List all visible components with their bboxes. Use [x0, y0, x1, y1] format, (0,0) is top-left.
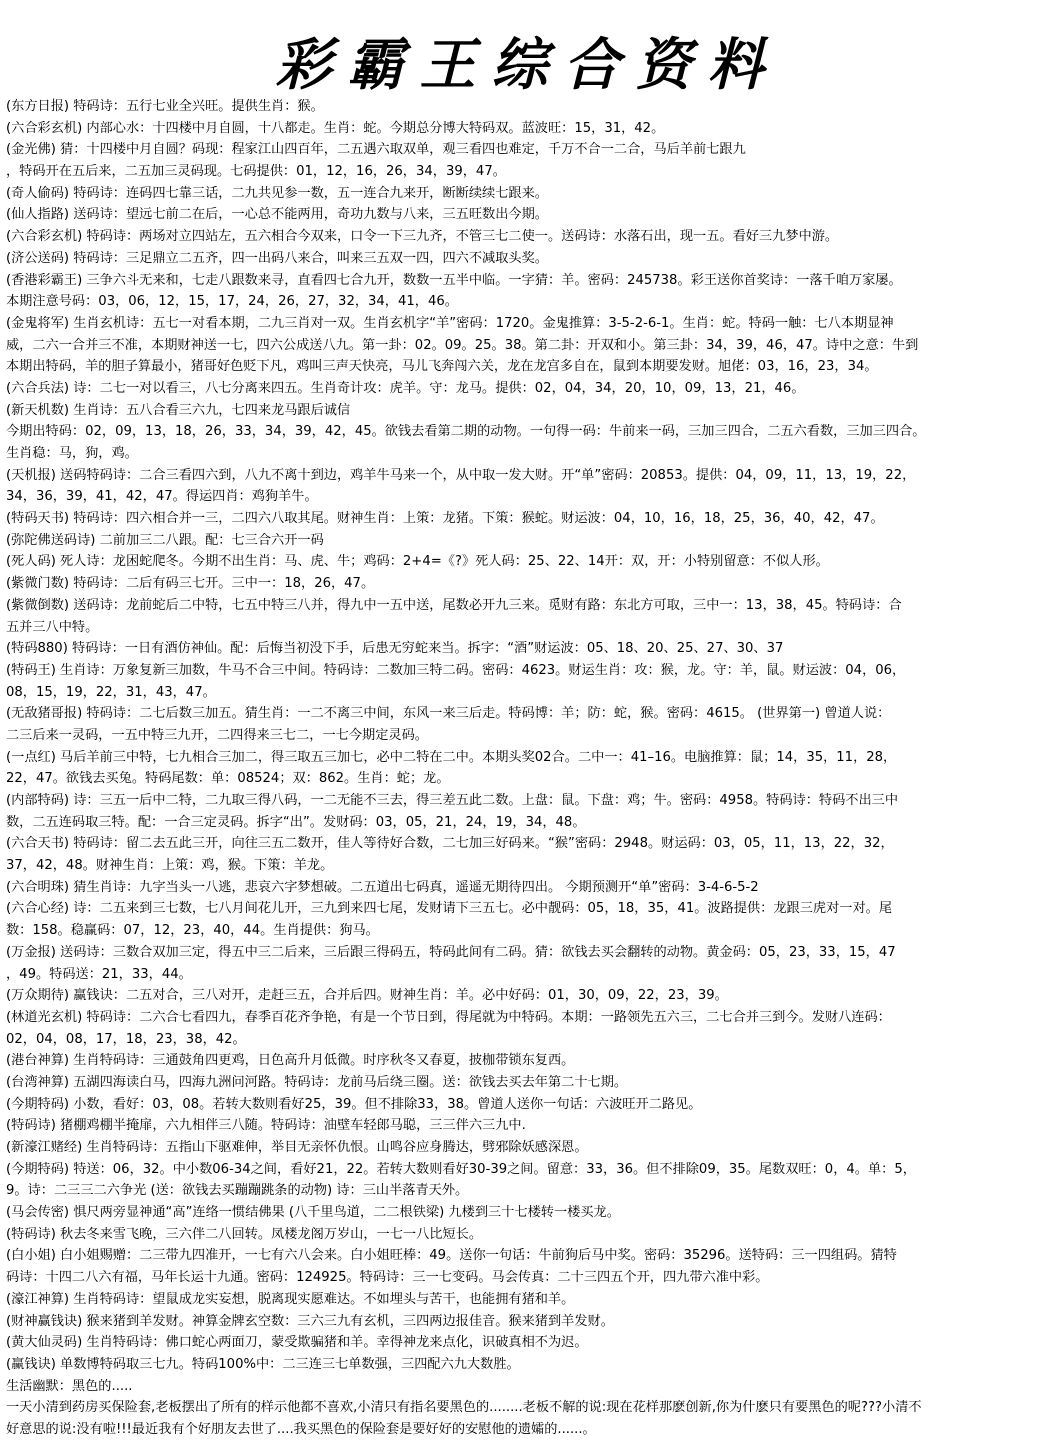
- text-line: (白小姐) 白小姐赐赠：二三带九四准开，一七有六八会来。白小姐旺棒：49。送你一句话：牛前狗后马中奖。密码：35296。送特码：三一四组码。猜特: [6, 1248, 897, 1264]
- text-line: (金鬼将军) 生肖玄机诗：五七一对看本期，二九三肖对一双。生肖玄机字“羊”密码：1720。金鬼推算：3-5-2-6-1。生肖：蛇。特码一触：七八本期显神: [6, 315, 894, 331]
- page-title: 彩霸王综合资料: [275, 32, 780, 98]
- text-line: (弥陀佛送码诗) 二前加三二八跟。配：七三合六开一码: [6, 532, 324, 548]
- text-line: (万众期待) 赢钱诀：二五对合，三八对开，走赶三五，合并后四。财神生肖：羊。必中好码：01，30，09，22，23，39。: [6, 988, 728, 1004]
- text-line: 码诗：十四二八六有福，马年长运十九通。密码：124925。特码诗：三一七变码。马会传真：二十三四五个开，四九带六准中彩。: [6, 1270, 769, 1286]
- text-line: 生活幽默：黑色的.....: [6, 1378, 133, 1394]
- text-line: 34，36，39，41，42，47。得运四肖：鸡狗羊牛。: [6, 489, 318, 505]
- text-line: (死人码) 死人诗：龙困蛇爬冬。今期不出生肖：马、虎、牛；鸡码：2+4=《?》死人码：25、22、14开：双，开：小特别留意：不似人形。: [6, 554, 829, 570]
- text-line: 9。诗：二三三二六争光 (送：欲钱去买蹦蹦跳条的动物) 诗：三山半落青天外。: [6, 1183, 469, 1199]
- text-line: 22，47。欲钱去买兔。特码尾数：单：08524；双：862。生肖：蛇；龙。: [6, 771, 450, 787]
- text-line: 五并三八中特。: [6, 619, 99, 635]
- document-body: [6, 96, 1046, 1441]
- text-line: (林道光玄机) 特码诗：二六合七看四九，春季百花齐争艳，有是一个节日到，得尾就为中特码。本期：一路领先五六三，二七合并三到今。发财八连码：: [6, 1009, 891, 1025]
- text-line: 生肖稳：马，狗，鸡。: [6, 446, 138, 461]
- text-line: (六合心经) 诗：二五来到三七数，七八月间花儿开，三九到来四七尾，发财请下三五七。必中靓码：05，18，35，41。波路提供：龙跟三虎对一对。尾: [6, 901, 893, 917]
- text-line: (天机报) 送码特码诗：二合三看四六到，八九不离十到边，鸡羊牛马来一个，从中取一发大财。开“单”密码：20853。提供：04，09，11，13，19，22，: [6, 467, 916, 483]
- text-line: 数，二五连码取三特。配：一合三定灵码。拆字“出”。发财码：03，05，21，24，19，34，48。: [6, 814, 586, 830]
- text-line: (马会传密) 惧尺两旁显神通“高”连络一惯结佛果 (八千里鸟道，二二根铁梁) 九楼到三十七楼转一楼买龙。: [6, 1205, 620, 1221]
- text-line: 08，15，19，22，31，43，47。: [6, 684, 216, 700]
- text-line: (台湾神算) 五湖四海读白马，四海九洲问河路。特码诗：龙前马后绕三圈。送：欲钱去买去年第二十七期。: [6, 1074, 628, 1090]
- text-line: ，49。特码送：21，33，44。: [6, 966, 192, 982]
- text-line: (紫微倒数) 送码诗：龙前蛇后二中特，七五中特三八并，得九中一五中送，尾数必开九三来。觅财有路：东北方可取，三中一：13，38，45。特码诗：合: [6, 597, 902, 613]
- text-line: (特码诗) 秋去冬来雪飞晚，三六伴二八回转。凤楼龙阁万岁山，一七一八比短长。: [6, 1226, 483, 1242]
- text-line: 一天小清到药房买保险套,老板摆出了所有的样示他都不喜欢,小清只有指名要黑色的........老板不解的说:现在花样那麽创新,你为什麽只有要黑色的呢???小清不: [6, 1400, 922, 1416]
- text-line: (新天机数) 生肖诗：五八合看三六九，七四来龙马跟后诚信: [6, 402, 351, 418]
- text-line: 02，04，08，17，18，23，38，42。: [6, 1031, 246, 1047]
- text-line: (新濠江赌经) 生肖特码诗：五指山下驱难伸，举目无亲怀仇恨。山鸣谷应身腾达，劈邪除妖感深恩。: [6, 1140, 588, 1155]
- text-line: (今期特码) 特送：06，32。中小数06-34之间，看好21，22。若转大数则看好30-39之间。留意：33，36。但不排除09，35。尾数双旺：0，4。单：5，: [6, 1161, 916, 1177]
- text-line: 今期出特码：02，09，13，18，26，33，34，39，42，45。欲钱去看第二期的动物。一句得一码：牛前来一码，三加三四合，二五六看数，三加三四合。: [6, 424, 926, 440]
- text-line: 好意思的说:没有啦!!!最近我有个好朋友去世了....我买黑色的保险套是要好好的安慰他的遗孀的......。: [6, 1421, 596, 1437]
- text-line: (一点红) 马后羊前三中特，七九相合三加二，得三取五三加七，必中二特在二中。本期头奖02合。二中一：41–16。电脑推算：鼠；14，35，11，28，: [6, 749, 897, 765]
- text-line: (仙人指路) 送码诗：望远七前二在后，一心总不能两用，奇功九数与八来，三五旺数出今期。: [6, 207, 548, 223]
- text-line: (赢钱诀) 单数博特码取三七九。特码100%中：二三连三七单数强，三四配六九大数胜。: [6, 1356, 520, 1372]
- text-line: (特码天书) 特码诗：四六相合并一三，二四六八取其尾。财神生肖：上策：龙猪。下策：猴蛇。财运波：04，10，16，18，25，36，40，42，47。: [6, 511, 884, 527]
- blank-footer-area: [0, 1304, 1055, 1388]
- text-line: (内部特码) 诗：三五一后中二特，二九取三得八码，一二无能不三去，得三差五此二数。上盘：鼠。下盘：鸡；牛。密码：4958。特码诗：特码不出三中: [6, 793, 899, 808]
- text-line: 本期注意号码：03，06，12，15，17，24，26，27，32，34，41，46。: [6, 294, 458, 310]
- text-line: (六合明珠) 猜生肖诗：九字当头一八逃，悲哀六字梦想破。二五道出七码真，遥遥无期待四出。 今期预测开“单”密码：3-4-6-5-2: [6, 879, 759, 895]
- text-line: (特码王) 生肖诗：万象复新三加数，牛马不合三中间。特码诗：二数加三特二码。密码：4623。财运生肖：攻：猴，龙。守：羊，鼠。财运波：04，06，: [6, 662, 906, 678]
- text-line: (黄大仙灵码) 生肖特码诗：佛口蛇心两面刀，蒙受欺骗猪和羊。幸得神龙来点化，识破真相不为迟。: [6, 1335, 588, 1351]
- text-line: 本期出特码，羊的胆子算最小，猪哥好色贬下凡，鸡叫三声天快亮，马儿飞奔闯六关，龙在龙宫多自在，鼠到本期要发财。旭佬：03，16，23，34。: [6, 359, 878, 375]
- text-line: 二三后来一灵码，一五中特三九开，二四得来三七二，一七今期定灵码。: [6, 727, 428, 743]
- text-line: (万金报) 送码诗：三数合双加三定，得五中三二后来，三后跟三得码五，特码此间有二码。猜：欲钱去买会翻转的动物。黄金码：05，23，33，15，47: [6, 944, 896, 960]
- text-line: (今期特码) 小数，看好：03，08。若转大数则看好25，39。但不排除33，38。曾道人送你一句话：六波旺开二路见。: [6, 1096, 702, 1112]
- text-line: (无敌猪哥报) 特码诗：二七后数三加五。猜生肖：一二不离三中间，东风一来三后走。特码博：羊；防：蛇，猴。密码：4615。 (世界第一) 曾道人说：: [6, 706, 891, 722]
- text-line: (香港彩霸王) 三争六斗无来和，七走八跟数来寻，直看四七合九开，数数一五半中临。一字猜：羊。密码：245738。彩王送你首奖诗：一落千咱万家屡。: [6, 272, 902, 288]
- text-line: (六合兵法) 诗：二七一对以看三，八七分离来四五。生肖奇计攻：虎羊。守：龙马。提供：02，04，34，20，10，09，13，21，46。: [6, 380, 805, 396]
- text-line: (港台神算) 生肖特码诗：三通鼓角四更鸡，日色高升月低微。时序秋冬又春夏，披枷带锁东复西。: [6, 1053, 575, 1069]
- text-line: (六合天书) 特码诗：留二去五此三开，向往三五二数开，佳人等待好合数，二七加三好码来。“猴”密码：2948。财运码：03，05，11，13，22，32，: [6, 836, 894, 852]
- text-line: (特码880) 特码诗：一日有酒仿神仙。配：后悔当初没下手，后患无穷蛇来当。拆字：“酒”财运波：05、18、20、25、27、30、37: [6, 641, 784, 657]
- text-line: 威，二六一合并三不准，本期财神送一七，四六公成送八九。第一卦：02。09。25。38。第二卦：开双和小。第三卦：34，39，46，47。诗中之意：牛到: [6, 337, 919, 353]
- text-line: (奇人偷码) 特码诗：连码四七靠三话，二九共见参一数，五一连合九来开，断断续续七跟来。: [6, 185, 548, 201]
- text-line: 37，42，48。财神生肖：上策：鸡，猴。下策：羊龙。: [6, 858, 334, 874]
- text-line: (六合彩玄机) 内部心水：十四楼中月自圆，十八都走。生肖：蛇。今期总分博大特码双。蓝波旺：15，31，42。: [6, 120, 665, 136]
- text-line: (特码诗) 猪棚鸡棚半掩扉，六九相伴三八随。特码诗：油壁车轻郎马聪，三三伴六三九中.: [6, 1118, 526, 1134]
- text-line: (紫微门数) 特码诗：二后有码三七开。三中一：18，26，47。: [6, 576, 375, 592]
- text-line: (六合彩玄机) 特码诗：两场对立四站左，五六相合今双来，口令一下三九齐，不管三七二使一。送码诗：水落石出，现一五。看好三九梦中游。: [6, 229, 839, 245]
- text-line: 数：158。稳赢码：07，12，23，40，44。生肖提供：狗马。: [6, 923, 379, 939]
- text-line: (金光佛) 猜：十四楼中月自圆？码现：程家江山四百年，二五遇六取双单，观三看四也难定，千万不合一二合，马后羊前七跟九: [6, 142, 746, 158]
- text-line: (东方日报) 特码诗：五行七业全兴旺。提供生肖：猴。: [6, 99, 324, 114]
- text-line: (济公送码) 特码诗：三足鼎立二五齐，四一出码八来合，叫来三五双一四，四六不减取头奖。: [6, 250, 548, 266]
- text-line: (濠江神算) 生肖特码诗：望鼠成龙实妄想，脱离现实愿难达。不如埋头与苦干，也能拥有猪和羊。: [6, 1291, 575, 1307]
- text-line: (财神赢钱诀) 猴来猪到羊发财。神算金牌玄空数：三六三九有玄机，三四两边报佳音。猴来猪到羊发财。: [6, 1313, 614, 1329]
- text-line: ，特码开在五后来，二五加三灵码现。七码提供：01，12，16，26，34，39，47。: [6, 164, 506, 180]
